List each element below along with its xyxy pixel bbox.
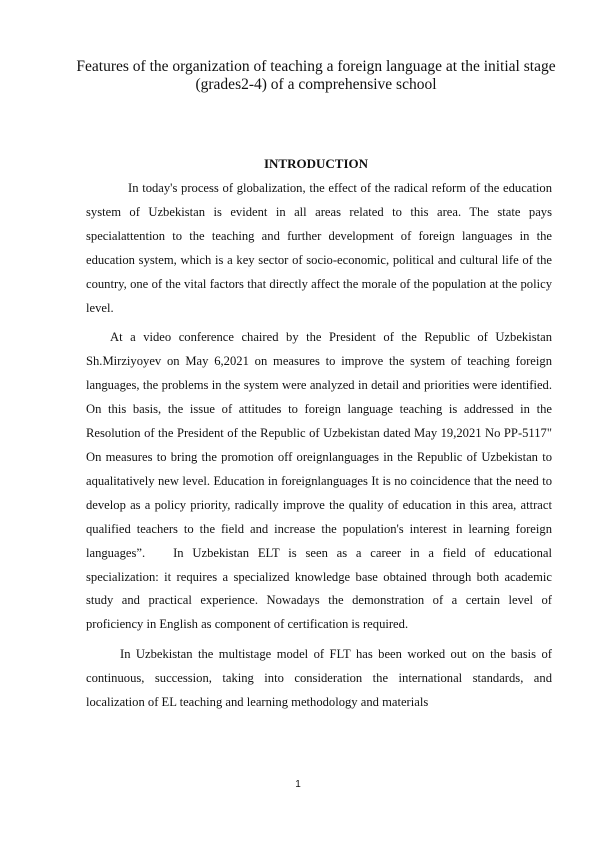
document-body xyxy=(86,177,552,721)
body-paragraph: In Uzbekistan the multistage model of FLT has been worked out on the basis of continuous, succession, taking into consideration the international standards, and localization of EL teaching and learning methodology and materials xyxy=(86,647,552,710)
body-paragraph-text: In Uzbekistan ELT is seen as a career in a field of educational specialization: it requires a specialized knowledge base obtained through both academic study and practical experience. Nowadays the demonstration of a certain level of proficiency in English as component of certification is required. xyxy=(86,545,552,632)
document-title: Features of the organization of teaching a foreign language at the initial stage (grades2-4) of a comprehensive school xyxy=(76,58,556,93)
body-paragraph-text: At a video conference chaired by the President of the Republic of Uzbekistan Sh.Mirziyoyev on May 6,2021 on measures to improve the system of teaching foreign languages, the problems in the system were analyzed in detail and priorities were identified. On this basis, the issue of attitudes to foreign language teaching is addressed in the Resolution of the President of the Republic of Uzbekistan dated May 19,2021 No PP-5117" On measures to bring the promotion off oreignlanguages in the Republic of Uzbekistan to aqualitatively new level. Education in foreignlanguages It is no coincidence that the need to develop as a policy priority, radically improve the quality of education in this area, attract qualified teachers to the field and increase the population's interest in learning foreign languages”. xyxy=(86,330,552,560)
page-number: 1 xyxy=(295,779,301,790)
section-heading: INTRODUCTION xyxy=(263,156,368,171)
body-paragraph xyxy=(86,326,552,637)
body-paragraph: In today's process of globalization, the effect of the radical reform of the education system of Uzbekistan is evident in all areas related to this area. The state pays specialattention to the teaching and further development of foreign languages in the education system, which is a key sector of socio-economic, political and cultural life of the country, one of the vital factors that directly affect the morale of the population at the policy level. xyxy=(86,181,552,315)
